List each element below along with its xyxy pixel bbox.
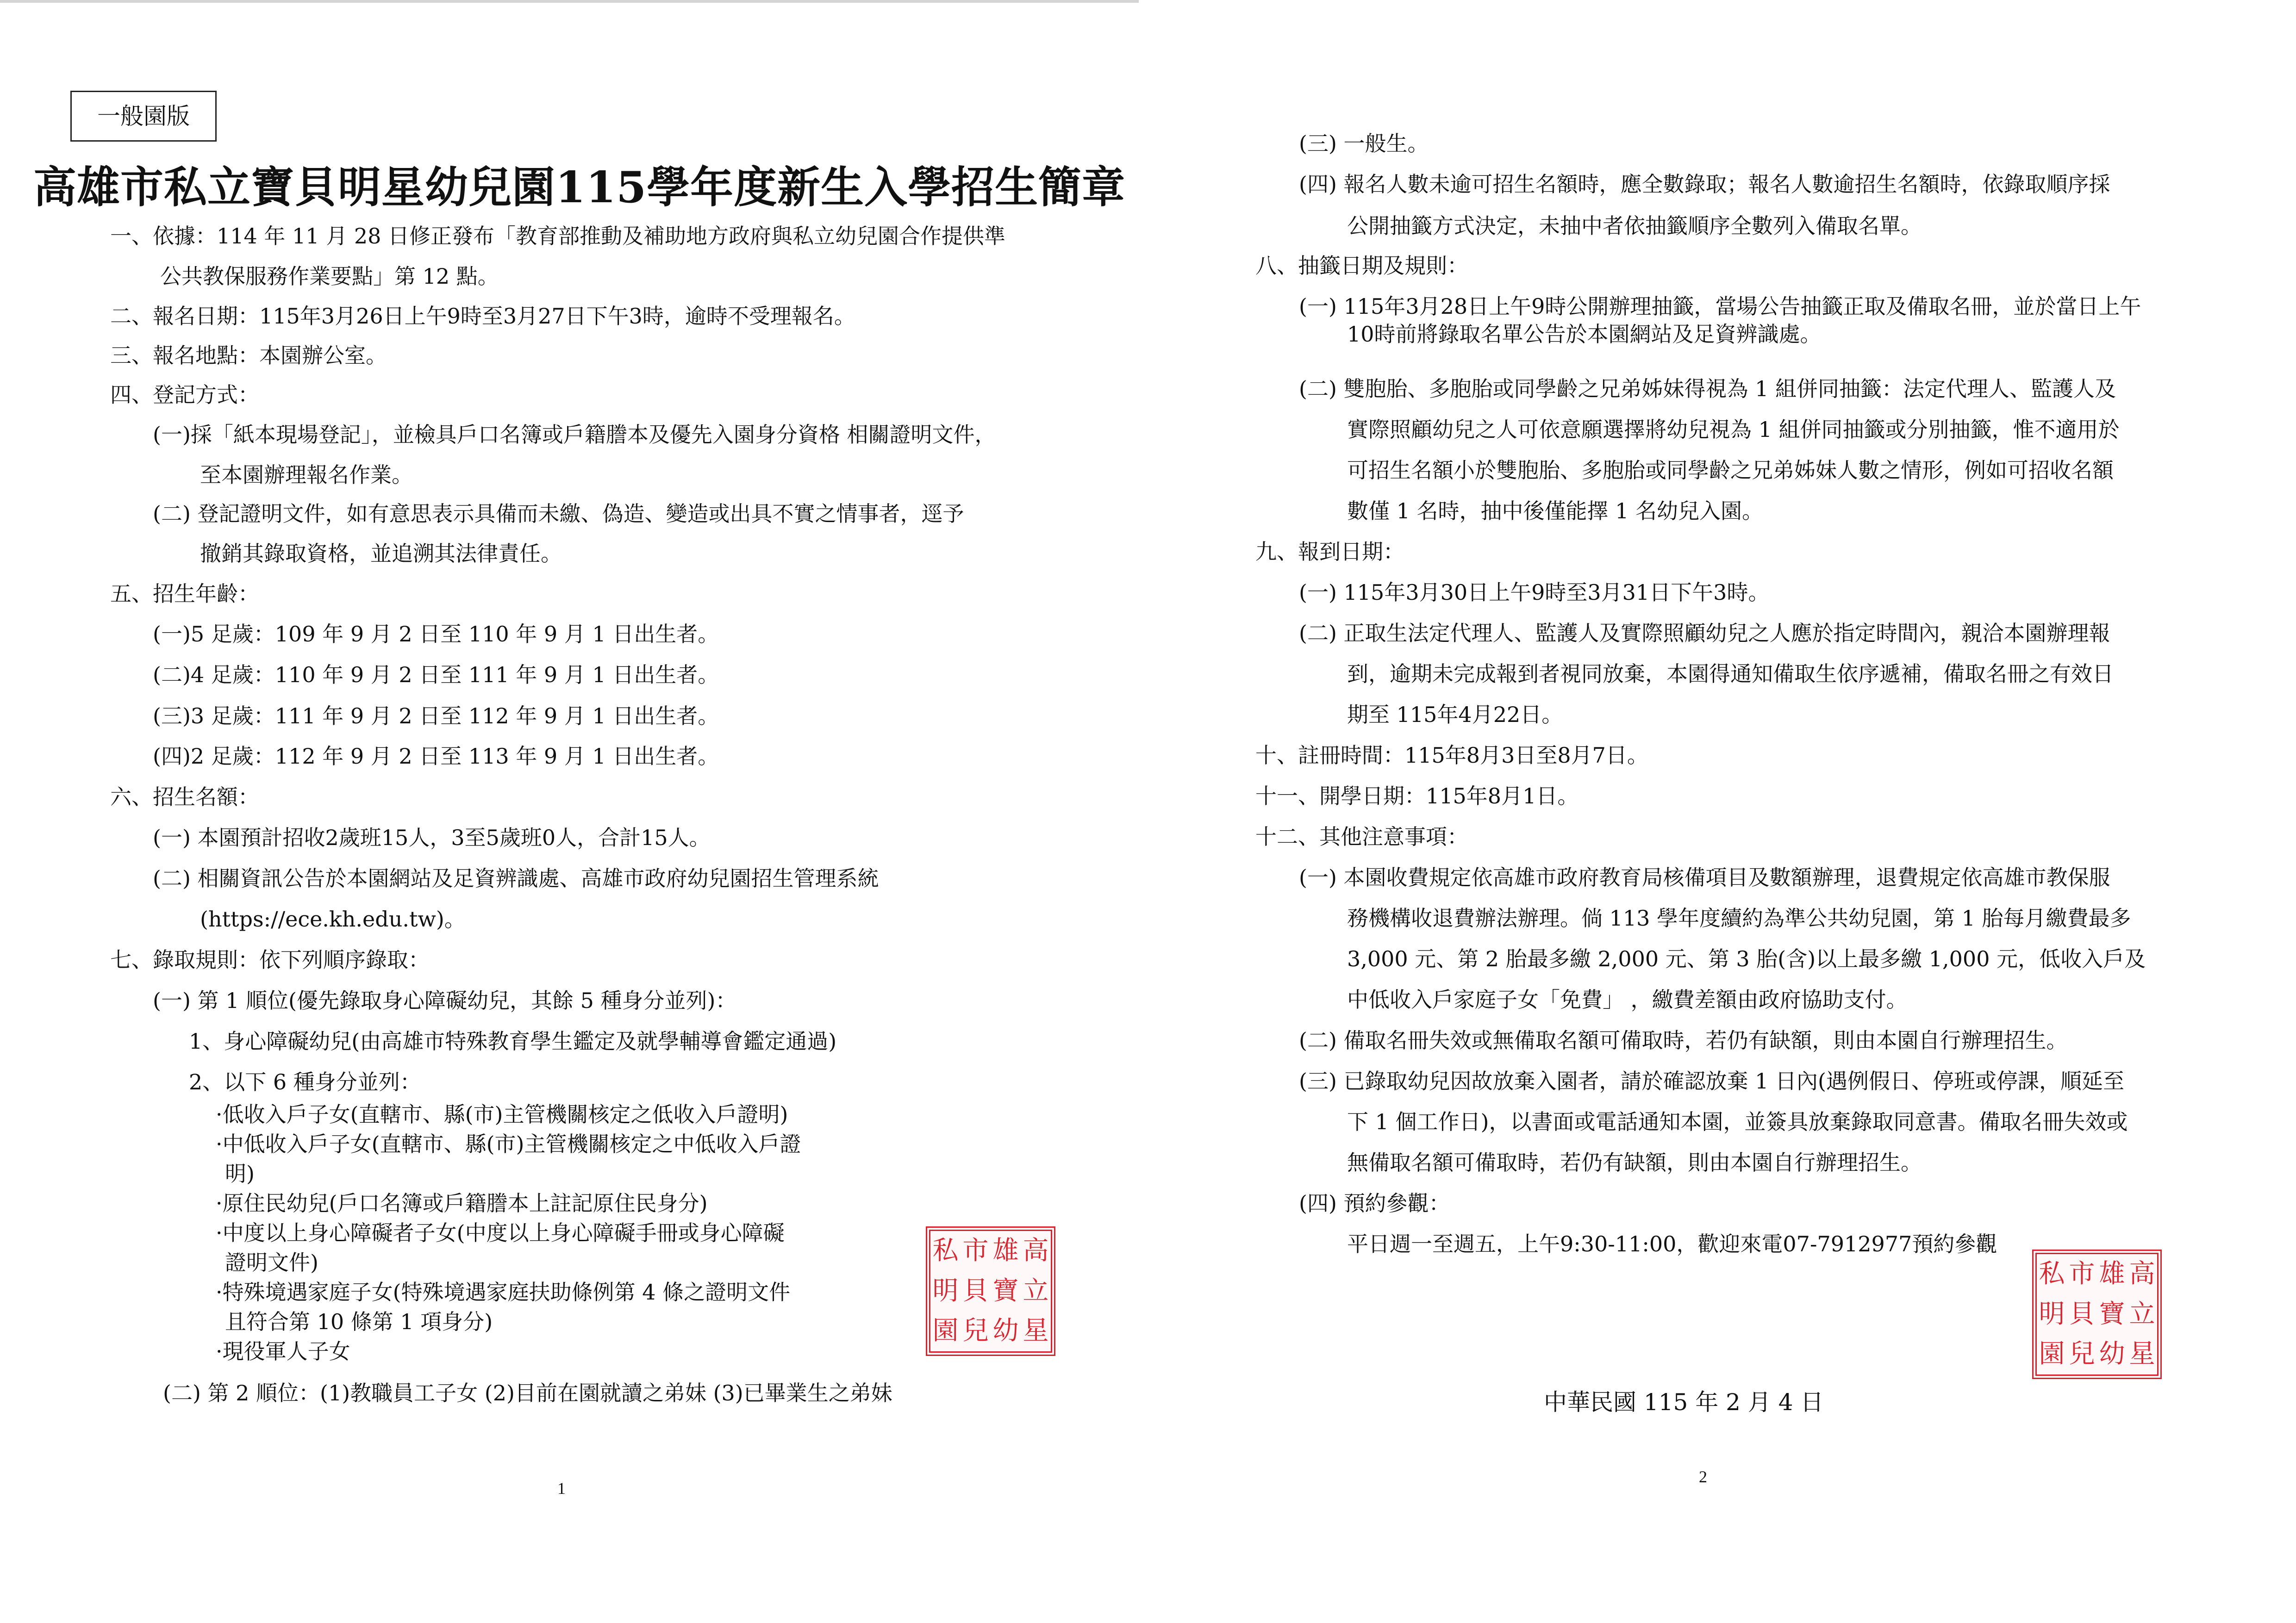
- text-line: 公開抽籤方式決定，未抽中者依抽籤順序全數列入備取名單。: [1347, 213, 1922, 238]
- text-line: (一) 第 1 順位(優先錄取身心障礙幼兒，其餘 5 種身分並列)：: [153, 988, 737, 1013]
- text-line: 五、招生年齡：: [110, 581, 259, 606]
- text-line: 一、依據：114 年 11 月 28 日修正發布「教育部推動及補助地方政府與私立幼兒園合作提供準: [110, 224, 1005, 249]
- text-line: (二) 登記證明文件，如有意思表示具備而未繳、偽造、變造或出具不實之情事者，逕予: [153, 501, 964, 526]
- text-line: (一)採「紙本現場登記」，並檢具戶口名簿或戶籍謄本及優先入園身分資格 相關證明文件，: [153, 422, 996, 447]
- text-line: 中低收入戶家庭子女「免費」 ，繳費差額由政府協助支付。: [1347, 987, 1908, 1012]
- text-line: (二) 雙胞胎、多胞胎或同學齡之兄弟姊妹得視為 1 組併同抽籤：法定代理人、監護人及: [1299, 376, 2116, 401]
- text-line: (一)5 足歲：109 年 9 月 2 日至 110 年 9 月 1 日出生者。: [153, 622, 719, 647]
- text-line: 明): [225, 1161, 255, 1186]
- text-line: 務機構收退費辦法辦理。倘 113 學年度續約為準公共幼兒園，第 1 胎每月繳費最多: [1347, 906, 2131, 931]
- text-line: 九、報到日期：: [1255, 539, 1404, 564]
- text-line: 到，逾期未完成報到者視同放棄，本園得通知備取生依序遞補，備取名冊之有效日: [1347, 661, 2114, 686]
- text-line: 且符合第 10 條第 1 項身分): [225, 1309, 493, 1334]
- seal-character: 私: [932, 1236, 959, 1266]
- text-line: 二、報名日期：115年3月26日上午9時至3月27日下午3時，逾時不受理報名。: [110, 304, 855, 329]
- text-line: 10時前將錄取名單公告於本園網站及足資辨識處。: [1347, 322, 1822, 347]
- text-line: 證明文件): [225, 1250, 318, 1275]
- text-line: 1、身心障礙幼兒(由高雄市特殊教育學生鑑定及就學輔導會鑑定通過): [189, 1029, 837, 1054]
- text-line: (二) 第 2 順位：(1)教職員工子女 (2)目前在園就讀之弟妹 (3)已畢業生之弟妹: [163, 1380, 892, 1405]
- seal-character: 高: [2129, 1259, 2155, 1289]
- version-tag: 一般園版: [70, 91, 217, 142]
- text-line: ·低收入戶子女(直轄市、縣(市)主管機關核定之低收入戶證明): [216, 1102, 788, 1127]
- seal-character: 幼: [992, 1316, 1019, 1346]
- seal-character: 園: [2039, 1339, 2065, 1369]
- text-line: (一) 本園收費規定依高雄市政府教育局核備項目及數額辦理，退費規定依高雄市教保服: [1299, 865, 2110, 890]
- text-line: 2、以下 6 種身分並列：: [189, 1070, 421, 1094]
- text-line: (二) 正取生法定代理人、監護人及實際照顧幼兒之人應於指定時間內，親洽本園辦理報: [1299, 621, 2110, 646]
- text-line: ·中度以上身心障礙者子女(中度以上身心障礙手冊或身心障礙: [216, 1220, 785, 1245]
- text-line: 下 1 個工作日)，以書面或電話通知本園，並簽具放棄錄取同意書。備取名冊失效或: [1347, 1109, 2128, 1134]
- text-line: (四) 預約參觀：: [1299, 1191, 1450, 1216]
- text-line: 四、登記方式：: [110, 382, 259, 407]
- seal-character: 貝: [2069, 1299, 2095, 1329]
- text-line: 數僅 1 名時，抽中後僅能擇 1 名幼兒入園。: [1347, 498, 1764, 523]
- seal-character: 明: [2039, 1299, 2065, 1329]
- scan-edge: [0, 0, 1139, 3]
- seal-character: 園: [932, 1316, 959, 1346]
- kindergarten-seal: [926, 1226, 1055, 1356]
- text-line: 八、抽籤日期及規則：: [1255, 253, 1468, 278]
- text-line: (https://ece.kh.edu.tw)。: [200, 907, 466, 932]
- kindergarten-seal: [2032, 1250, 2162, 1379]
- text-line: ·現役軍人子女: [216, 1339, 350, 1364]
- text-line: (二)4 足歲：110 年 9 月 2 日至 111 年 9 月 1 日出生者。: [153, 662, 719, 687]
- seal-character: 立: [1023, 1275, 1049, 1306]
- text-line: ·中低收入戶子女(直轄市、縣(市)主管機關核定之中低收入戶證: [216, 1132, 801, 1157]
- seal-character: 市: [2069, 1259, 2095, 1289]
- seal-character: 高: [1023, 1236, 1049, 1266]
- seal-character: 雄: [2099, 1259, 2125, 1289]
- seal-character: 明: [932, 1275, 959, 1306]
- page-number: 1: [557, 1479, 566, 1498]
- seal-character: 市: [962, 1236, 989, 1266]
- text-line: 3,000 元、第 2 胎最多繳 2,000 元、第 3 胎(含)以上最多繳 1,000 元，低收入戶及: [1347, 946, 2146, 971]
- text-line: 實際照顧幼兒之人可依意願選擇將幼兒視為 1 組併同抽籤或分別抽籤，惟不適用於: [1347, 417, 2120, 442]
- page-number: 2: [1699, 1468, 1707, 1486]
- seal-character: 星: [1023, 1316, 1049, 1346]
- text-line: 三、報名地點：本園辦公室。: [110, 343, 387, 368]
- seal-character: 雄: [992, 1236, 1019, 1266]
- text-line: 撤銷其錄取資格，並追溯其法律責任。: [200, 541, 562, 566]
- text-line: 期至 115年4月22日。: [1347, 702, 1563, 727]
- text-line: (一) 115年3月30日上午9時至3月31日下午3時。: [1299, 580, 1770, 605]
- text-line: (三) 已錄取幼兒因故放棄入園者，請於確認放棄 1 日內(遇例假日、停班或停課，順延至: [1299, 1069, 2124, 1094]
- text-line: (二) 備取名冊失效或無備取名額可備取時，若仍有缺額，則由本園自行辦理招生。: [1299, 1028, 2068, 1053]
- text-line: 公共教保服務作業要點」第 12 點。: [160, 264, 499, 289]
- text-line: (三)3 足歲：111 年 9 月 2 日至 112 年 9 月 1 日出生者。: [153, 703, 719, 728]
- text-line: (三) 一般生。: [1299, 131, 1429, 156]
- seal-character: 寶: [2099, 1299, 2125, 1329]
- text-line: ·特殊境遇家庭子女(特殊境遇家庭扶助條例第 4 條之證明文件: [216, 1280, 791, 1305]
- text-line: (二) 相關資訊公告於本園網站及足資辨識處、高雄市政府幼兒園招生管理系統: [153, 866, 879, 891]
- seal-character: 兒: [962, 1316, 989, 1346]
- text-line: 十二、其他注意事項：: [1255, 824, 1468, 849]
- text-line: (一) 本園預計招收2歲班15人，3至5歲班0人，合計15人。: [153, 825, 711, 850]
- seal-character: 星: [2129, 1339, 2155, 1369]
- document-title: 高雄市私立寶貝明星幼兒園115學年度新生入學招生簡章: [33, 162, 1126, 212]
- text-line: 無備取名額可備取時，若仍有缺額，則由本園自行辦理招生。: [1347, 1150, 1922, 1175]
- text-line: (四)2 足歲：112 年 9 月 2 日至 113 年 9 月 1 日出生者。: [153, 744, 719, 769]
- text-line: 至本園辦理報名作業。: [200, 462, 413, 487]
- text-line: 平日週一至週五，上午9:30-11:00，歡迎來電07-7912977預約參觀: [1347, 1231, 1997, 1256]
- text-line: ·原住民幼兒(戶口名簿或戶籍謄本上註記原住民身分): [216, 1191, 708, 1216]
- seal-character: 幼: [2099, 1339, 2125, 1369]
- seal-character: 貝: [962, 1275, 989, 1306]
- seal-character: 立: [2129, 1299, 2155, 1329]
- text-line: (四) 報名人數未逾可招生名額時，應全數錄取；報名人數逾招生名額時，依錄取順序採: [1299, 172, 2110, 197]
- issue-date: 中華民國 115 年 2 月 4 日: [1544, 1389, 1824, 1416]
- page-2: [1148, 0, 2296, 1623]
- seal-character: 私: [2039, 1259, 2065, 1289]
- text-line: 七、錄取規則：依下列順序錄取：: [110, 947, 430, 972]
- text-line: (一) 115年3月28日上午9時公開辦理抽籤，當場公告抽籤正取及備取名冊，並於當日上午: [1299, 294, 2141, 319]
- seal-character: 寶: [992, 1275, 1019, 1306]
- text-line: 可招生名額小於雙胞胎、多胞胎或同學齡之兄弟姊妹人數之情形，例如可招收名額: [1347, 458, 2114, 483]
- text-line: 十、註冊時間：115年8月3日至8月7日。: [1255, 743, 1648, 768]
- text-line: 六、招生名額：: [110, 784, 259, 809]
- seal-character: 兒: [2069, 1339, 2095, 1369]
- text-line: 十一、開學日期：115年8月1日。: [1255, 784, 1579, 808]
